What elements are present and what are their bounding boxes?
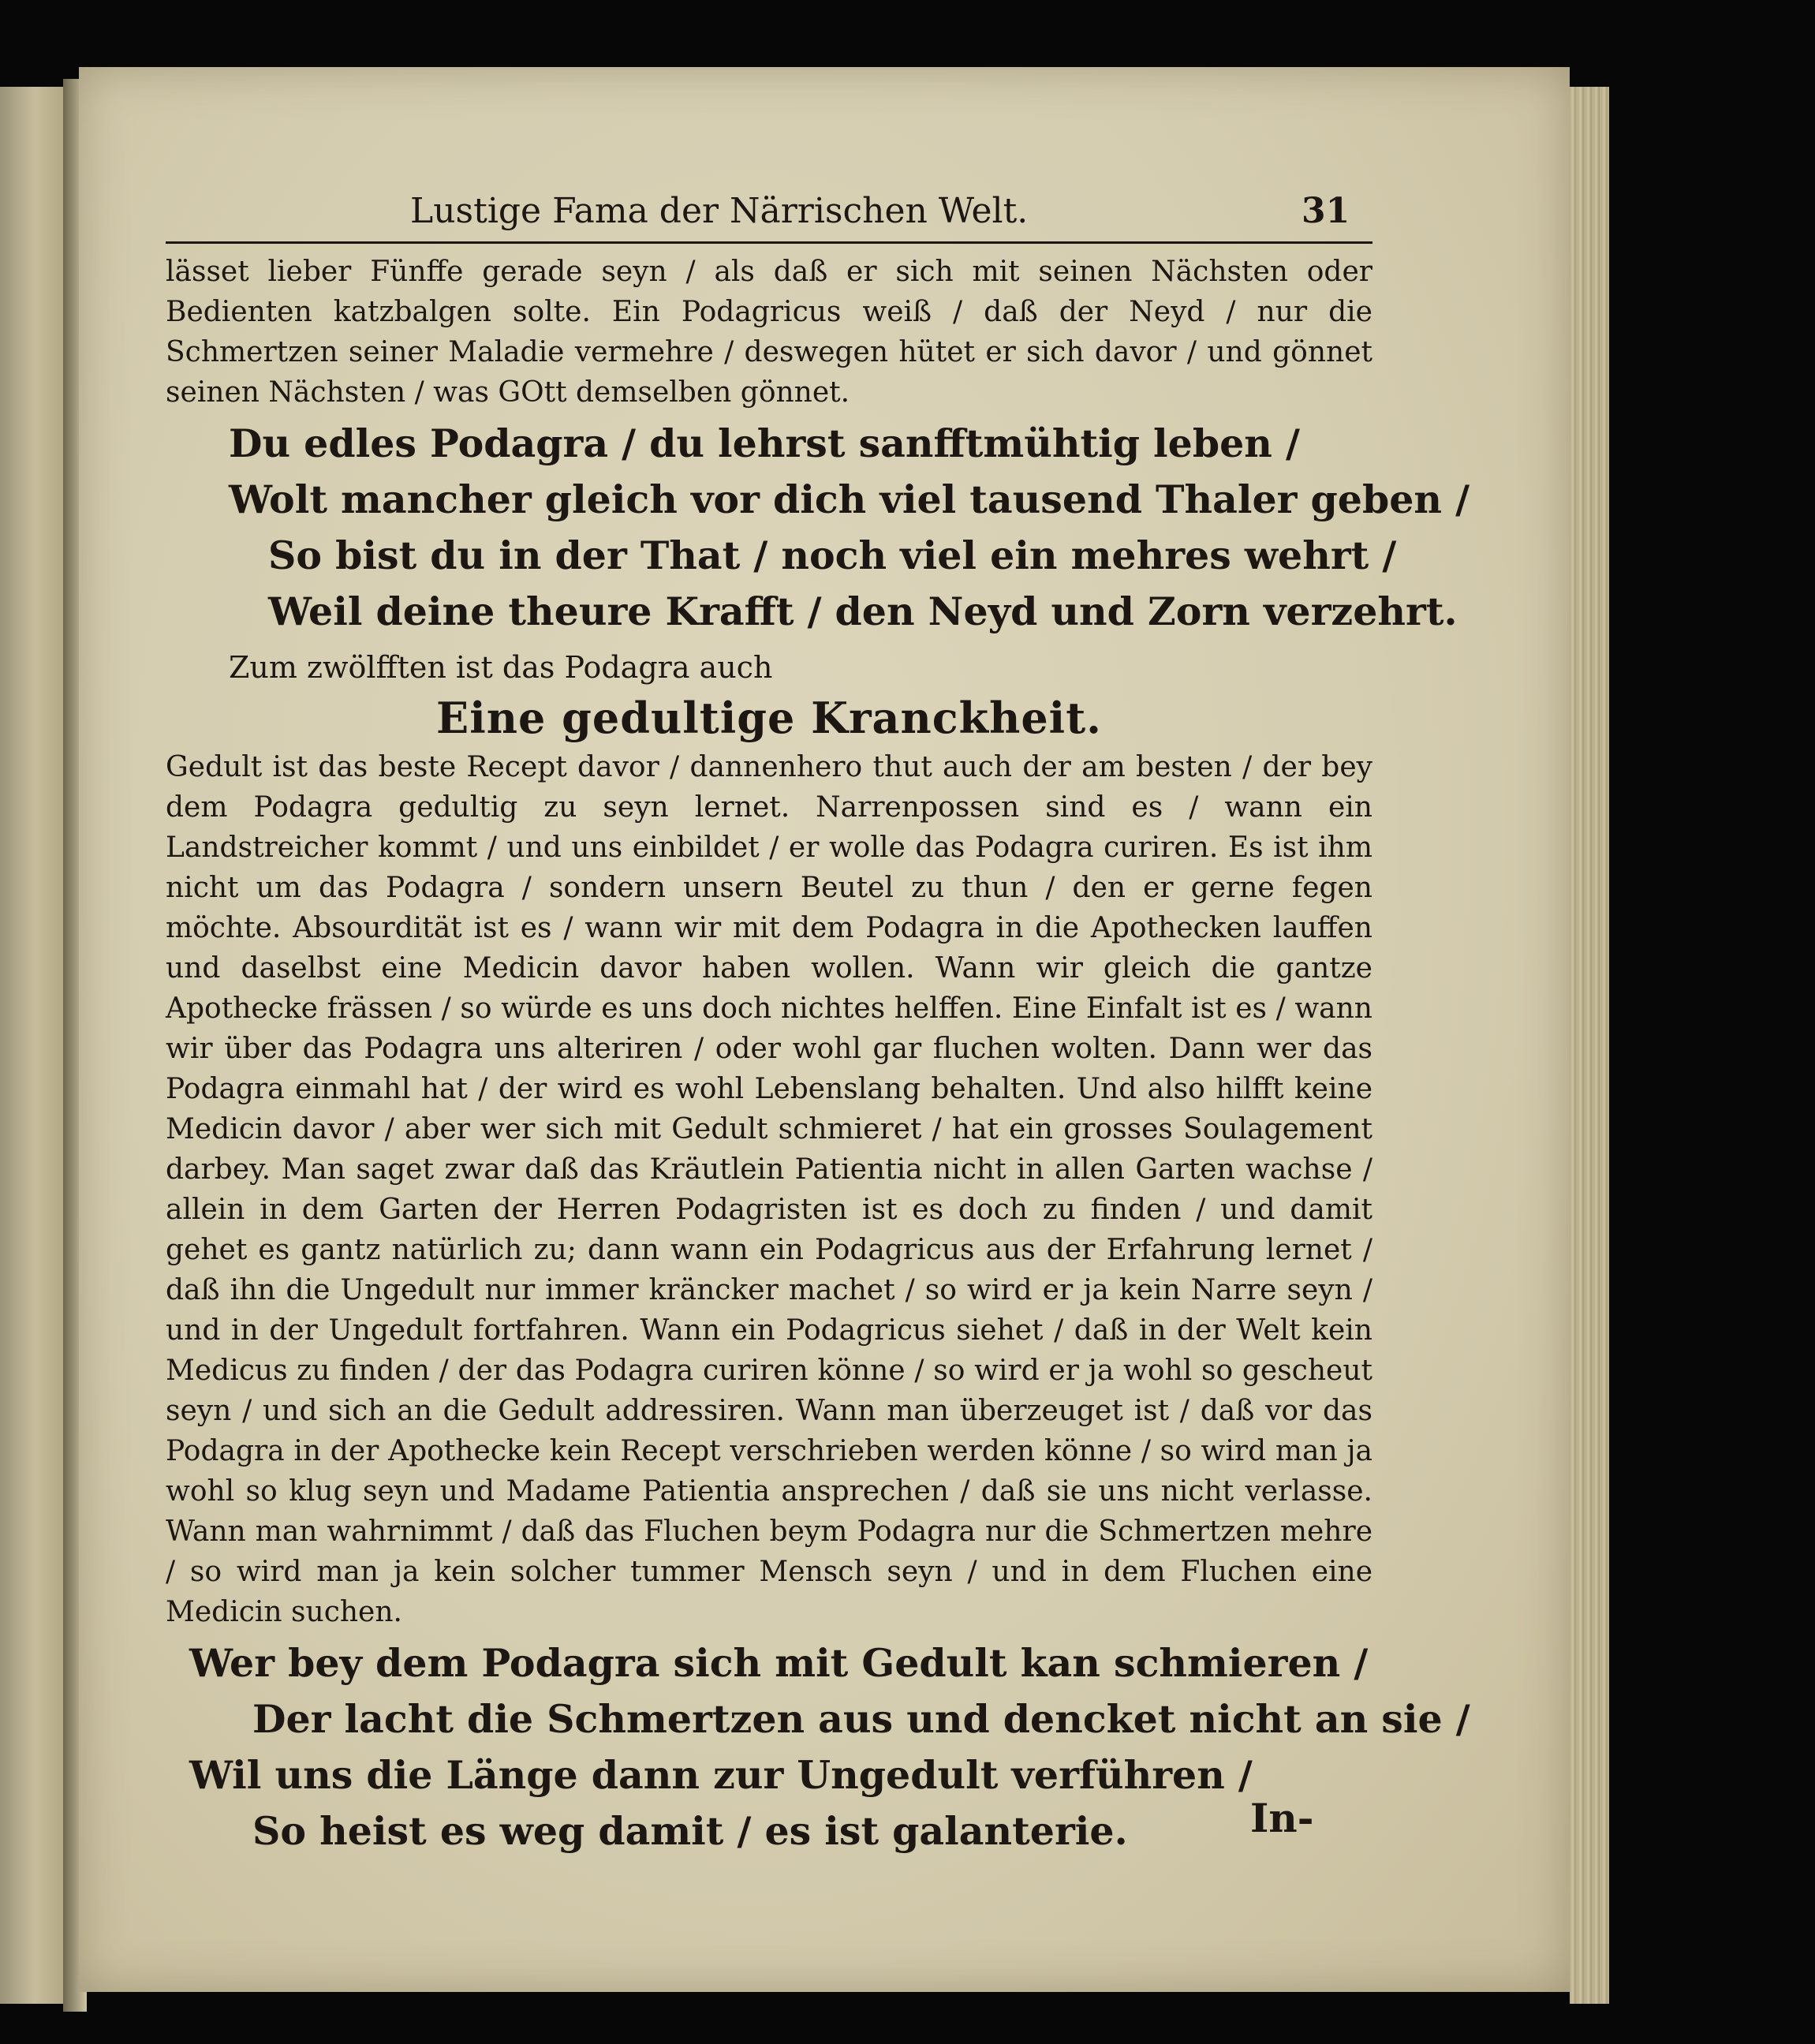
paragraph-1: lässet lieber Fünffe gerade seyn / als daß er sich mit seinen Nächsten oder Bedienten katzbalgen solte. Ein Podagricus weiß / daß der Neyd / nur die Schmertzen seiner Maladie vermehre / deswegen hütet er sich davor / und gönnet seinen Nächsten / was GOtt demselben gönnet. [166, 256, 1372, 409]
poem-2 [166, 1635, 1470, 1859]
poem-1-line-2: Wolt mancher gleich vor dich viel tausend Thaler geben / [229, 476, 1470, 522]
paragraph-2: Gedult ist das beste Recept davor / dannenhero thut auch der am besten / der bey dem Podagra gedultig zu seyn lernet. Narrenpossen sind es / wann ein Landstreicher kommt / und uns einbildet / er wolle das Podagra curiren. Es ist ihm nicht um das Podagra / sondern unsern Beutel zu thun / den er gerne fegen möchte. Absourdität ist es / wann wir mit dem Podagra in die Apothecken lauffen und daselbst eine Medicin davor haben wollen. Wann wir gleich die gantze Apothecke frässen / so würde es uns doch nichtes helffen. Eine Einfalt ist es / wann wir über das Podagra uns alteriren / oder wohl gar fluchen wolten. Dann wer das Podagra einmahl hat / der wird es wohl Lebenslang behalten. Und also hilfft keine Medicin davor / aber wer sich mit Gedult schmieret / hat ein grosses Soulagement darbey. Man saget zwar daß das Kräutlein Patientia nicht in allen Garten wachse / allein in dem Garten der Herren Podagristen ist es doch zu finden / und damit gehet es gantz natürlich zu; dann wann ein Podagricus aus der Erfahrung lernet / daß ihn die Ungedult nur immer kräncker machet / so wird er ja kein Narre seyn / und in der Ungedult fortfahren. Wann ein Podagricus siehet / daß in der Welt kein Medicus zu finden / der das Podagra curiren könne / so wird er ja wohl so gescheut seyn / und sich an die Gedult addressiren. Wann man überzeuget ist / daß vor das Podagra in der Apothecke kein Recept verschrieben werden könne / so wird man ja wohl so klug seyn und Madame Patientia ansprechen / daß sie uns nicht verlasse. Wann man wahrnimmt / daß das Fluchen beym Podagra nur die Schmertzen mehre / so wird man ja kein solcher tummer Mensch seyn / und in dem Fluchen eine Medicin suchen. [166, 751, 1372, 1628]
catchword: In- [1250, 1795, 1314, 1841]
poem-1-line-3: So bist du in der That / noch viel ein mehres wehrt / [268, 532, 1397, 578]
page-text-block [166, 181, 1470, 1866]
previous-page-edge [0, 87, 63, 2004]
poem-2-line-1: Wer bey dem Podagra sich mit Gedult kan schmieren / [189, 1640, 1369, 1686]
section-intro: Zum zwölfften ist das Podagra auch [229, 650, 773, 685]
running-head [166, 181, 1372, 241]
poem-1-line-1: Du edles Podagra / du lehrst sanfftmühtig leben / [229, 420, 1300, 466]
running-title: Lustige Fama der Närrischen Welt. [410, 191, 1029, 231]
poem-1 [166, 416, 1470, 640]
poem-2-line-2: Der lacht die Schmertzen aus und dencket nicht an sie / [252, 1696, 1470, 1742]
page-number: 31 [1301, 191, 1350, 231]
poem-2-line-4: So heist es weg damit / es ist galanterie. [252, 1808, 1128, 1854]
header-rule [166, 241, 1372, 244]
page-stack-edge [1570, 87, 1609, 2004]
section-title: Eine gedultige Kranckheit. [436, 693, 1102, 743]
poem-2-line-3: Wil uns die Länge dann zur Ungedult verführen / [189, 1752, 1253, 1798]
poem-1-line-4: Weil deine theure Krafft / den Neyd und Zorn verzehrt. [268, 589, 1458, 634]
